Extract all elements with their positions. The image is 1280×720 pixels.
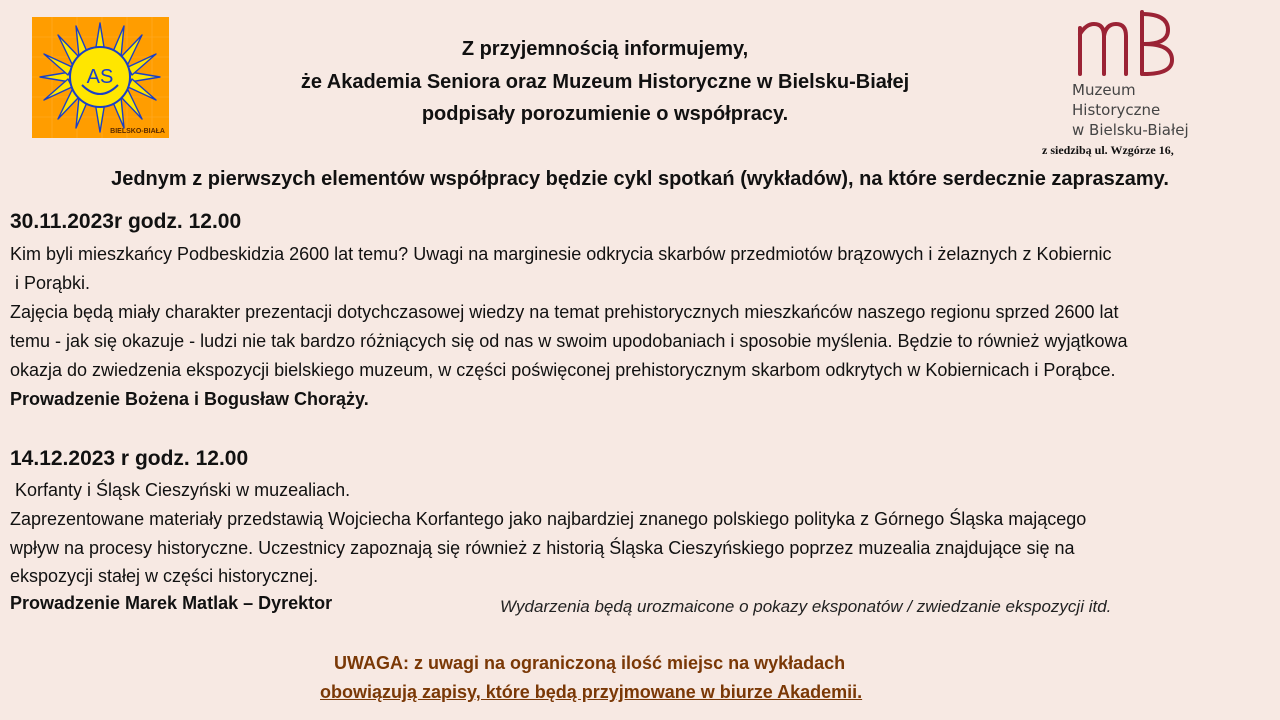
header-line-2: że Akademia Seniora oraz Muzeum Historyczne w Bielsku-Białej	[300, 71, 910, 93]
museum-address: z siedzibą ul. Wzgórze 16,	[1042, 143, 1174, 157]
event1-line-4: temu - jak się okazuje - ludzi nie tak bardzo różniących się od nas w swoim upodobaniach i sposobie myślenia. Będzie to również wyjątkowa	[10, 331, 1128, 351]
header-line-3: podpisały porozumienie o współpracy.	[421, 103, 789, 125]
uwaga-line-2: obowiązują zapisy, które będą przyjmowane w biurze Akademii.	[320, 682, 863, 702]
event2-line-2: Zaprezentowane materiały przedstawią Wojciecha Korfantego jako najbardziej znanego polskiego polityka z Górnego Śląska mającego	[10, 509, 1087, 529]
akademia-seniora-logo	[32, 17, 169, 138]
event2-date: 14.12.2023 r godz. 12.00	[10, 447, 249, 470]
muzeum-historyczne-logo	[1068, 8, 1248, 148]
event1-lead: Prowadzenie Bożena i Bogusław Chorąży.	[10, 389, 369, 409]
as-caption: BIELSKO-BIAŁA	[110, 128, 165, 135]
event1-line-2: i Porąbki.	[10, 273, 91, 293]
event2-line-1: Korfanty i Śląsk Cieszyński w muzealiach.	[10, 480, 351, 500]
museum-name-line-3: w Bielsku-Białej	[1072, 121, 1189, 139]
events-note: Wydarzenia będą urozmaicone o pokazy eksponatów / zwiedzanie ekspozycji itd.	[500, 597, 1112, 616]
mb-monogram-icon	[1072, 8, 1202, 80]
museum-name-line-2: Historyczne	[1072, 101, 1161, 119]
event1-line-3: Zajęcia będą miały charakter prezentacji dotychczasowej wiedzy na temat prehistorycznych mieszkańców naszego regionu sprzed 2600 lat	[10, 302, 1119, 322]
sun-icon	[32, 17, 169, 138]
museum-name-line-1: Muzeum	[1072, 81, 1136, 99]
event2-line-4: ekspozycji stałej w części historycznej.	[10, 566, 319, 586]
event1-line-1: Kim byli mieszkańcy Podbeskidzia 2600 lat temu? Uwagi na marginesie odkrycia skarbów przedmiotów brązowych i żelaznych z Kobiernic	[10, 244, 1112, 264]
uwaga-line-1: UWAGA: z uwagi na ograniczoną ilość miejsc na wykładach	[334, 653, 846, 673]
event2-lead: Prowadzenie Marek Matlak – Dyrektor	[10, 593, 333, 613]
event1-date: 30.11.2023r godz. 12.00	[10, 210, 242, 233]
header-line-1: Z przyjemnością informujemy,	[461, 38, 749, 60]
intro-text: Jednym z pierwszych elementów współpracy będzie cykl spotkań (wykładów), na które serdecznie zapraszamy.	[111, 168, 1169, 190]
event1-line-5: okazja do zwiedzenia ekspozycji bielskiego muzeum, w części poświęconej prehistorycznym skarbom odkrytych w Kobiernicach i Porąbce.	[10, 360, 1116, 380]
event2-line-3: wpływ na procesy historyczne. Uczestnicy zapoznają się również z historią Śląska Cieszyńskiego poprzez muzealia znajdujące się na	[10, 538, 1075, 558]
as-letters: AS	[86, 66, 114, 88]
